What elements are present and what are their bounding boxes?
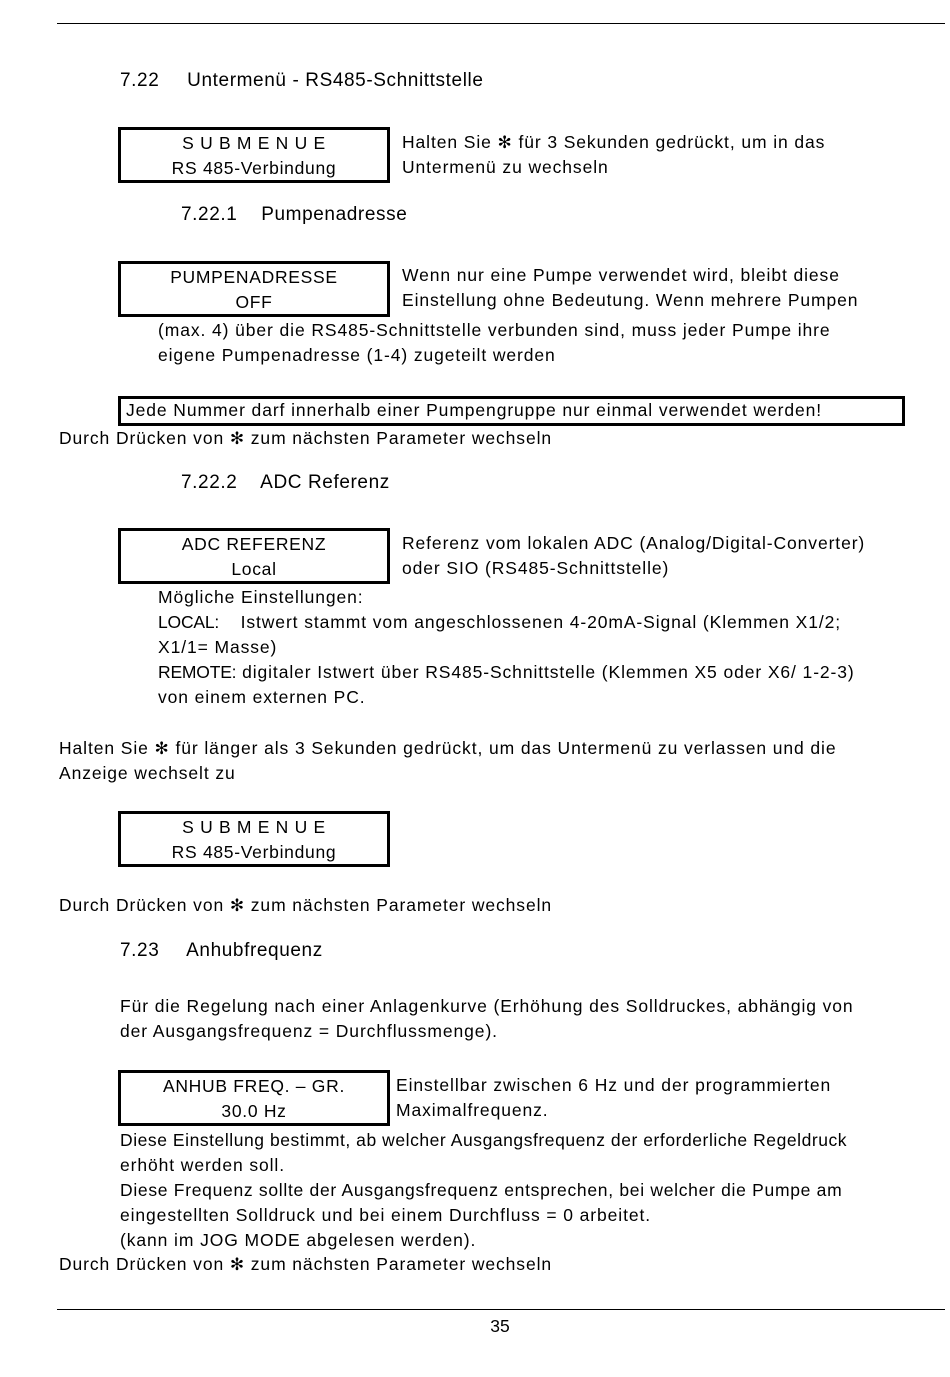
hold-instruction-line-2: Untermenü zu wechseln bbox=[402, 157, 609, 177]
display-line-2: OFF bbox=[235, 292, 273, 312]
bottom-rule bbox=[57, 1309, 945, 1310]
display-line-1: S U B M E N U E bbox=[182, 817, 326, 837]
local-desc: Istwert stammt vom angeschlossenen 4-20mA-Signal (Klemmen X1/2; bbox=[240, 612, 841, 632]
pump-desc-line-2: Einstellung ohne Bedeutung. Wenn mehrere Pumpen bbox=[402, 290, 859, 310]
asterisk-key-icon: ✻ bbox=[229, 1255, 246, 1274]
remote-option-line-1 bbox=[158, 660, 855, 685]
leave-submenu-line-1 bbox=[59, 736, 836, 761]
adc-desc-line-2: oder SIO (RS485-Schnittstelle) bbox=[402, 558, 670, 578]
anhub-intro-line-2: der Ausgangsfrequenz = Durchflussmenge). bbox=[120, 1021, 498, 1041]
section-title: ADC Referenz bbox=[260, 472, 390, 493]
anhub-desc-line-6: eingestellten Solldruck und bei einem Durchfluss = 0 arbeitet. bbox=[120, 1205, 651, 1225]
section-title: Anhubfrequenz bbox=[186, 940, 323, 961]
asterisk-key-icon: ✻ bbox=[229, 896, 246, 915]
section-number: 7.22.2 bbox=[181, 472, 238, 493]
adc-desc-line-1: Referenz vom lokalen ADC (Analog/Digital-Converter) bbox=[402, 533, 866, 553]
display-line-1: S U B M E N U E bbox=[182, 133, 326, 153]
pump-desc-line-3: (max. 4) über die RS485-Schnittstelle verbunden sind, muss jeder Pumpe ihre bbox=[158, 320, 831, 340]
asterisk-key-icon: ✻ bbox=[497, 133, 513, 152]
hold-text-b: für 3 Sekunden gedrückt, um in das bbox=[518, 132, 826, 152]
anhub-desc-line-5: Diese Frequenz sollte der Ausgangsfrequenz entsprechen, bei welcher die Pumpe am bbox=[120, 1180, 843, 1200]
display-line-1: PUMPENADRESSE bbox=[170, 267, 338, 287]
display-submenu-rs485 bbox=[118, 127, 390, 183]
anhub-desc-line-4: erhöht werden soll. bbox=[120, 1155, 285, 1175]
section-title: Pumpenadresse bbox=[261, 204, 408, 225]
next-text-a: Durch Drücken von bbox=[59, 1254, 225, 1274]
asterisk-key-icon: ✻ bbox=[154, 739, 170, 758]
display-adc-referenz bbox=[118, 528, 390, 584]
local-option-line-2: X1/1= Masse) bbox=[158, 637, 278, 657]
section-heading-7-23 bbox=[120, 940, 323, 962]
anhub-desc-line-3: Diese Einstellung bestimmt, ab welcher Ausgangsfrequenz der erforderliche Regeldruck bbox=[120, 1130, 848, 1150]
hold-instruction-line-1 bbox=[402, 130, 825, 155]
remote-keyword: REMOTE: bbox=[158, 662, 237, 682]
local-option-line-1 bbox=[158, 610, 841, 635]
display-line-2: RS 485-Verbindung bbox=[171, 158, 337, 178]
display-anhub-freq bbox=[118, 1070, 390, 1126]
display-line-1: ANHUB FREQ. – GR. bbox=[162, 1076, 346, 1096]
next-text-a: Durch Drücken von bbox=[59, 428, 225, 448]
display-line-2: 30.0 Hz bbox=[221, 1101, 287, 1121]
display-submenu-rs485-return bbox=[118, 811, 390, 867]
section-heading-7-22-1 bbox=[181, 204, 407, 226]
anhub-desc-line-1: Einstellbar zwischen 6 Hz und der programmierten bbox=[396, 1075, 832, 1095]
next-parameter-line-3 bbox=[59, 1252, 552, 1277]
section-number: 7.22.1 bbox=[181, 204, 238, 225]
leave-submenu-line-2: Anzeige wechselt zu bbox=[59, 763, 236, 783]
display-line-1: ADC REFERENZ bbox=[181, 534, 327, 554]
warning-box bbox=[118, 396, 905, 426]
remote-option-line-2: von einem externen PC. bbox=[158, 687, 366, 707]
section-number: 7.22 bbox=[120, 70, 160, 91]
anhub-intro-line-1: Für die Regelung nach einer Anlagenkurve (Erhöhung des Solldruckes, abhängig von bbox=[120, 996, 854, 1016]
section-number: 7.23 bbox=[120, 940, 160, 961]
display-line-2: Local bbox=[231, 559, 277, 579]
section-heading-7-22-2 bbox=[181, 472, 390, 494]
pump-desc-line-1: Wenn nur eine Pumpe verwendet wird, bleibt diese bbox=[402, 265, 840, 285]
pump-desc-line-4: eigene Pumpenadresse (1-4) zugeteilt werden bbox=[158, 345, 556, 365]
next-text-b: zum nächsten Parameter wechseln bbox=[250, 1254, 553, 1274]
display-line-2: RS 485-Verbindung bbox=[171, 842, 337, 862]
anhub-desc-line-2: Maximalfrequenz. bbox=[396, 1100, 549, 1120]
leave-text-a: Halten Sie bbox=[59, 738, 149, 758]
section-heading-7-22 bbox=[120, 70, 484, 92]
next-text-b: zum nächsten Parameter wechseln bbox=[250, 428, 553, 448]
next-parameter-line-2 bbox=[59, 893, 552, 918]
next-text-b: zum nächsten Parameter wechseln bbox=[250, 895, 553, 915]
next-parameter-line-1 bbox=[59, 426, 552, 451]
remote-desc: digitaler Istwert über RS485-Schnittstelle (Klemmen X5 oder X6/ 1-2-3) bbox=[242, 662, 855, 682]
display-pumpenadresse bbox=[118, 261, 390, 317]
leave-text-b: für länger als 3 Sekunden gedrückt, um das Untermenü zu verlassen und die bbox=[175, 738, 837, 758]
anhub-desc-line-7: (kann im JOG MODE abgelesen werden). bbox=[120, 1230, 477, 1250]
local-keyword: LOCAL: bbox=[158, 612, 220, 632]
page-number: 35 bbox=[490, 1316, 510, 1336]
next-text-a: Durch Drücken von bbox=[59, 895, 225, 915]
top-rule bbox=[57, 23, 945, 24]
hold-text-a: Halten Sie bbox=[402, 132, 492, 152]
asterisk-key-icon: ✻ bbox=[229, 429, 246, 448]
warning-text: Jede Nummer darf innerhalb einer Pumpengruppe nur einmal verwendet werden! bbox=[126, 400, 822, 420]
adc-options-label: Mögliche Einstellungen: bbox=[158, 587, 364, 607]
section-title: Untermenü - RS485-Schnittstelle bbox=[187, 70, 484, 91]
